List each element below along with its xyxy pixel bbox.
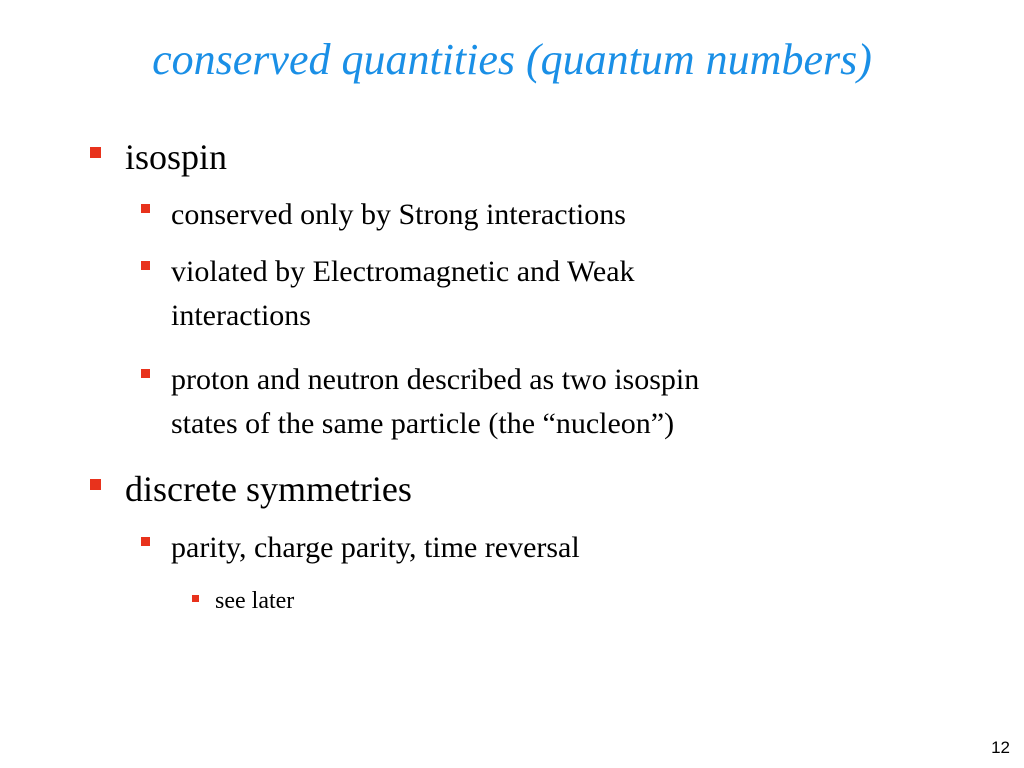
page-number: 12	[991, 738, 1010, 757]
bullet-text: conserved only by Strong interactions	[171, 198, 626, 231]
bullet-item-parity	[171, 526, 580, 570]
bullet-text: discrete symmetries	[125, 469, 412, 509]
bullet-text: isospin	[125, 137, 228, 177]
bullet-item-proton-neutron	[171, 358, 699, 446]
bullet-text-line-2: interactions	[171, 299, 311, 332]
square-bullet-icon	[192, 595, 199, 602]
bullet-text: see later	[215, 588, 295, 614]
square-bullet-icon	[141, 261, 150, 270]
bullet-item-discrete-symmetries	[125, 468, 412, 510]
square-bullet-icon	[90, 147, 101, 158]
bullet-item-violated-em-weak	[171, 250, 635, 338]
square-bullet-icon	[141, 369, 150, 378]
square-bullet-icon	[90, 479, 101, 490]
bullet-item-conserved-strong	[171, 193, 626, 237]
bullet-text-line-1: violated by Electromagnetic and Weak	[171, 255, 635, 288]
bullet-text-line-1: proton and neutron described as two isospin	[171, 363, 700, 396]
square-bullet-icon	[141, 204, 150, 213]
bullet-text-line-2: states of the same particle (the “nucleon”)	[171, 407, 675, 440]
bullet-text: parity, charge parity, time reversal	[171, 531, 580, 564]
square-bullet-icon	[141, 537, 150, 546]
bullet-item-see-later	[215, 586, 294, 616]
bullet-item-isospin	[125, 136, 227, 178]
slide-title: conserved quantities (quantum numbers)	[152, 35, 872, 84]
